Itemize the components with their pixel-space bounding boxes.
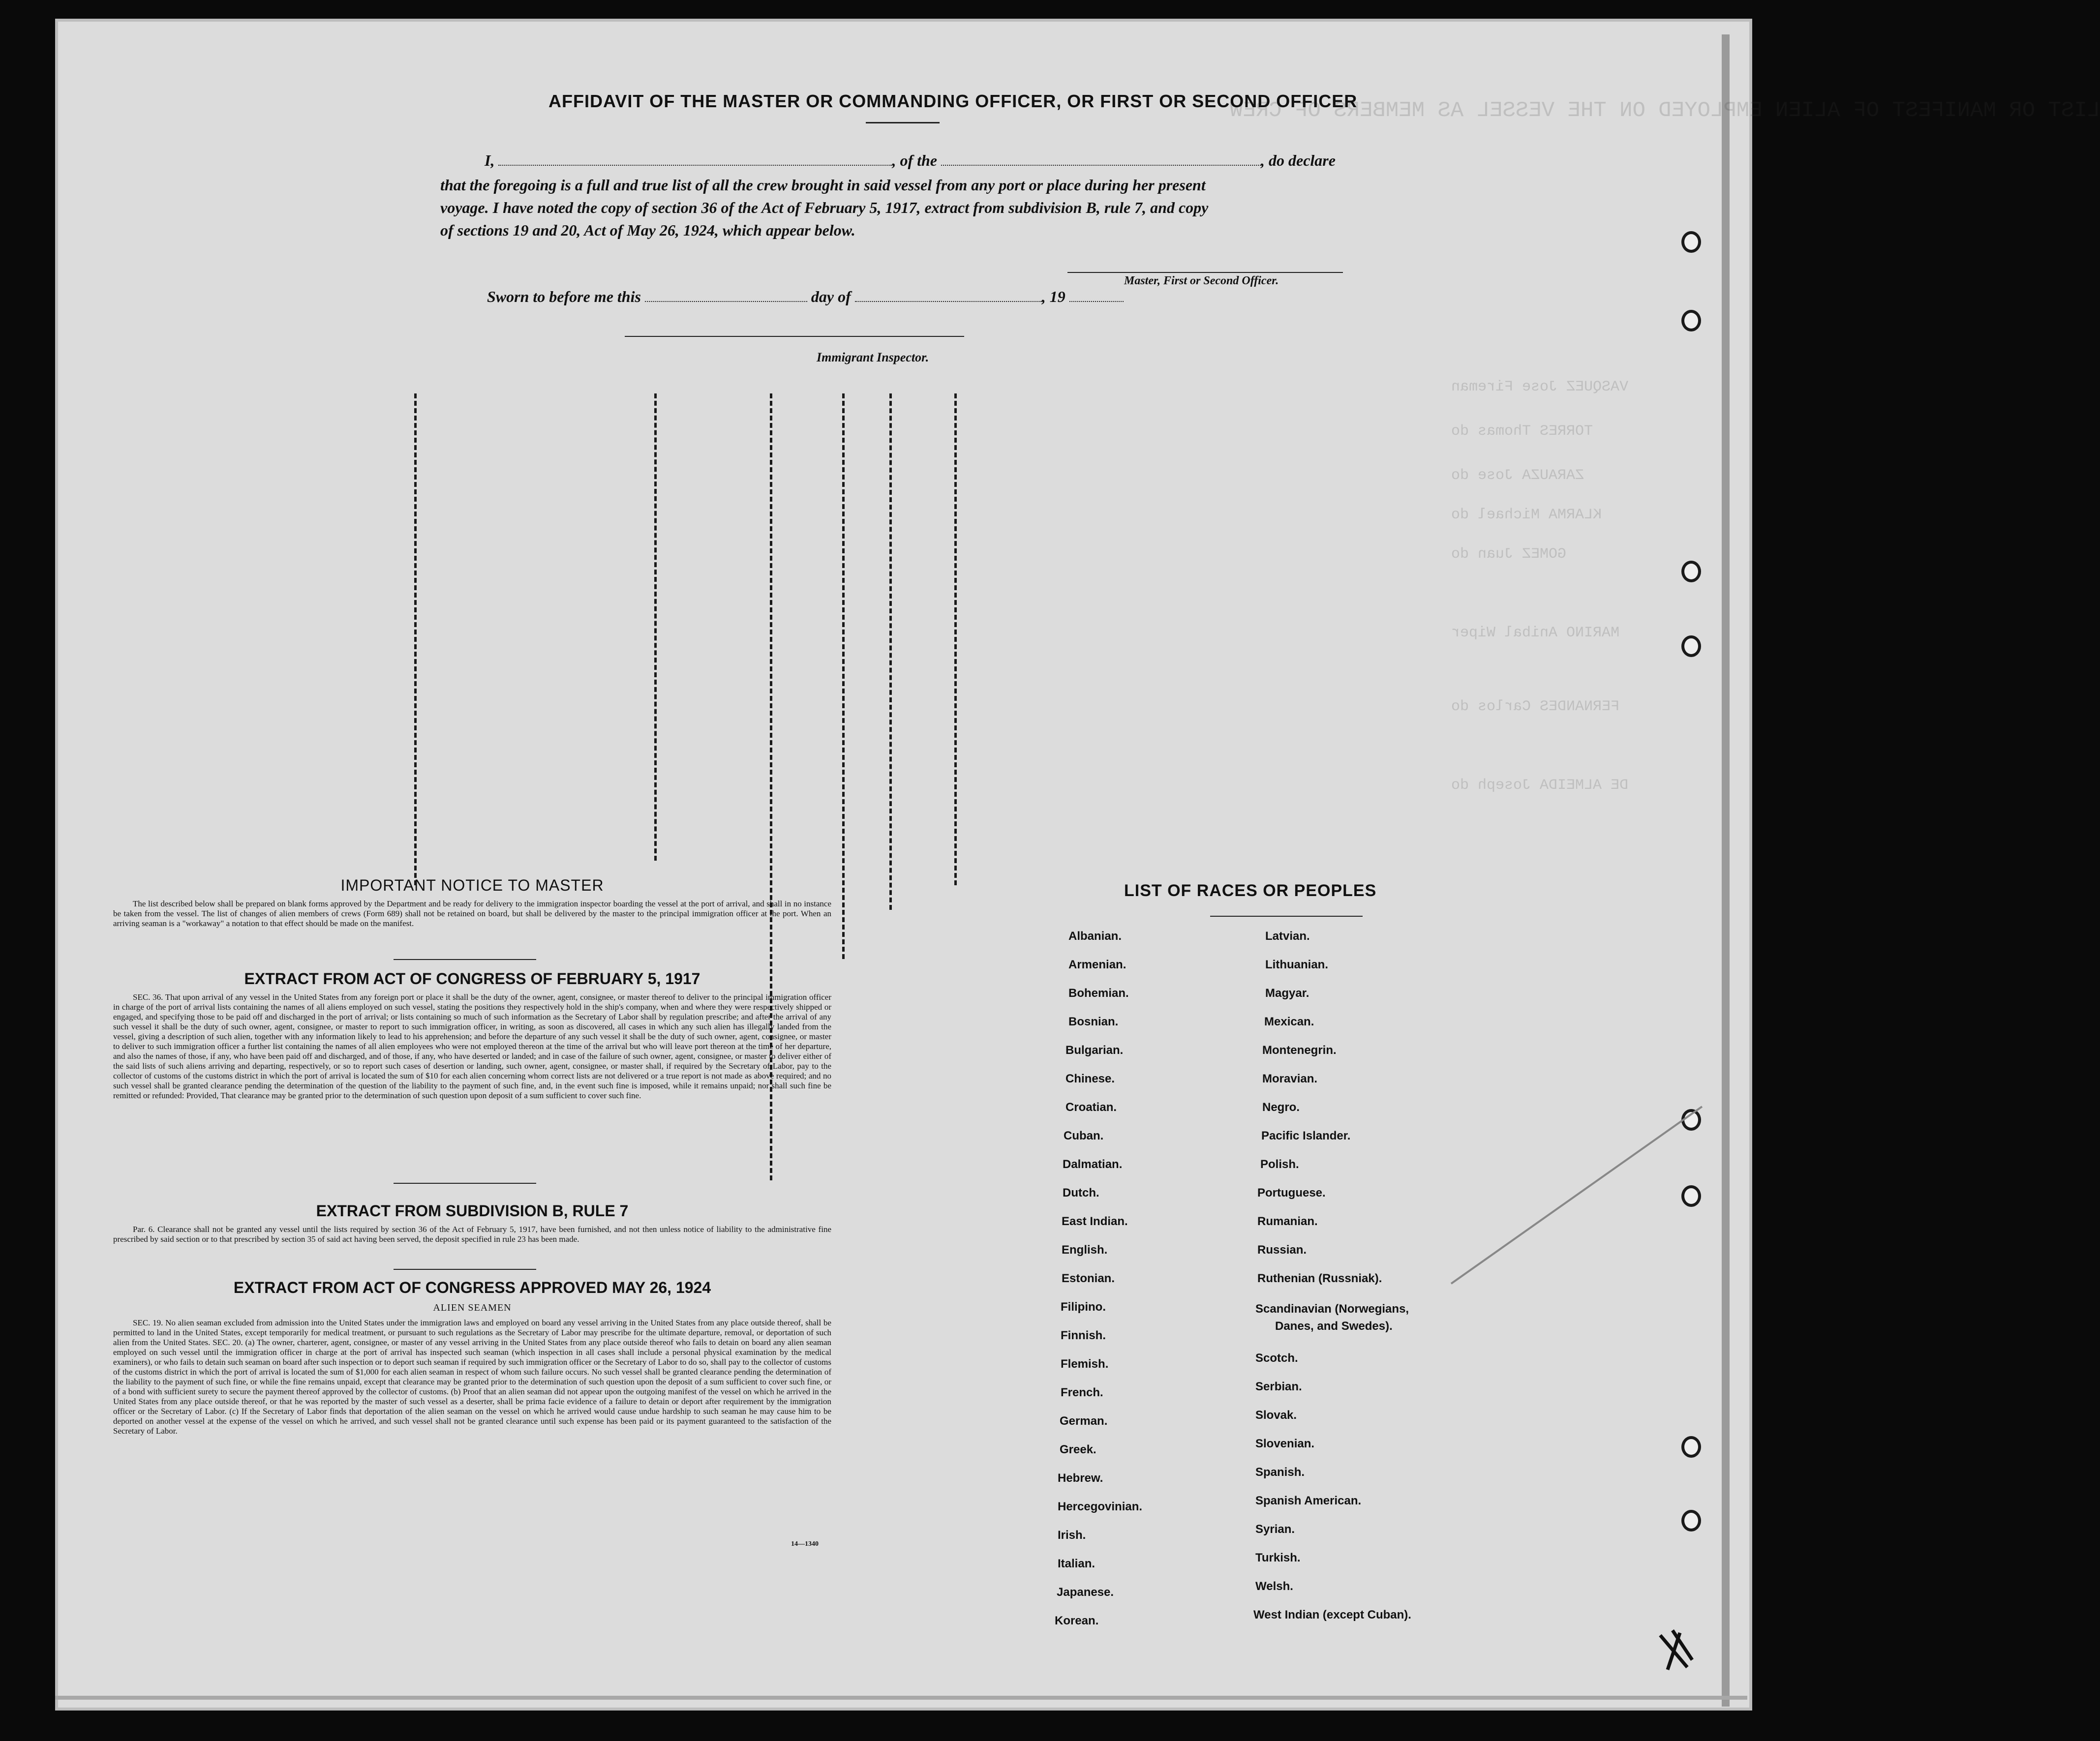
race-item: Armenian. <box>1068 958 1126 971</box>
race-item: Negro. <box>1262 1101 1300 1114</box>
page-crease <box>1451 1102 1707 1289</box>
sworn-year-field[interactable] <box>1069 301 1124 302</box>
race-item: Bulgarian. <box>1065 1044 1124 1057</box>
extract-1924-title: EXTRACT FROM ACT OF CONGRESS APPROVED MAY 26, 1924 <box>233 1279 711 1296</box>
binder-hole <box>1681 310 1701 331</box>
race-item: Mexican. <box>1264 1015 1314 1028</box>
sworn-month-field[interactable] <box>855 301 1042 302</box>
race-item: Estonian. <box>1062 1272 1115 1285</box>
extract-1917-text: SEC. 36. That upon arrival of any vessel in the United States from any foreign port or place it shall be the duty of the owner, agent, consignee, or master thereof to deliver to the principal immigration officer in charge of the port of arrival lists containing the names of all aliens employed on such vessel, stating the positions they respectively hold in the ship's company, when and where they were respectively shipped or engaged, and specifying those to be paid off and discharged in the port of arrival; or lists containing so much of such information as the Secretary of Labor shall by regulation prescribe; and after the arrival of any such vessel it shall be the duty of such owner, agent, consignee, or master to report to such immigration officer, in writing, as soon as discovered, all cases in which any such alien has illegally landed from the vessel, giving a description of such alien, together with any information likely to lead to his apprehension; and before the departure of any such vessel it shall be the duty of such owner, agent, consignee, or master to deliver to such immigration officer a further list containing the names of all alien employees who were not employed thereon at the time of the arrival but who will leave port thereon at the time of her departure, and also the names of those, if any, who have been paid off and discharged, and of those, if any, who have deserted or landed; and in case of the failure of such owner, agent, consignee, or master to deliver either of the said lists of such aliens arriving and departing, respectively, or so to report such cases of desertion or landing, such owner, agent, consignee, or master shall, if required by the Secretary of Labor, pay to the collector of customs of the customs district in which the port of arrival is located the sum of $10 for each alien concerning whom correct lists are not delivered or a true report is not made as above required; and no such vessel shall be granted clearance pending the determination of the question of the liability to the payment of such fine, and, in the event such fine is imposed, while it remains unpaid; nor shall such fine be remitted or refunded: Provided, That clearance may be granted prior to the determination of such question upon deposit of a sum sufficient to cover such fine. <box>113 992 831 1100</box>
race-item: Turkish. <box>1255 1551 1301 1564</box>
races-title: LIST OF RACES OR PEOPLES <box>1124 881 1377 900</box>
sworn-label: Sworn to before me this <box>487 288 641 305</box>
race-item: Finnish. <box>1061 1329 1106 1342</box>
affidavit-line-1 <box>485 151 1336 170</box>
section-divider <box>394 1183 536 1184</box>
race-item: Croatian. <box>1065 1101 1117 1114</box>
sworn-line <box>487 288 1124 306</box>
vessel-name-field[interactable] <box>941 165 1261 166</box>
race-item: Scotch. <box>1255 1351 1298 1365</box>
bleed-through-text: FERNANDES Carlos do <box>1451 698 1620 715</box>
race-item: Spanish. <box>1255 1466 1305 1479</box>
bleed-through-text: ZARAUZA Jose do <box>1451 467 1584 484</box>
race-item: Slovenian. <box>1255 1437 1315 1450</box>
bleed-through-text: DE ALMEIDA Joseph do <box>1451 777 1629 794</box>
extract-1924-subtitle: ALIEN SEAMEN <box>433 1302 512 1313</box>
bleed-through-text: KLARMA Michael do <box>1451 507 1602 523</box>
race-item: Filipino. <box>1061 1300 1106 1314</box>
race-item: Russian. <box>1257 1243 1307 1257</box>
officer-name-field[interactable] <box>498 165 892 166</box>
year-label: , 19 <box>1041 288 1065 305</box>
form-page <box>55 19 1752 1711</box>
signature-line[interactable] <box>1067 272 1343 273</box>
binder-hole <box>1681 1436 1701 1458</box>
inspector-caption: Immigrant Inspector. <box>817 350 929 364</box>
race-item: French. <box>1061 1386 1103 1399</box>
race-item: Albanian. <box>1068 930 1122 943</box>
affidavit-line-3: voyage. I have noted the copy of section 36 of the Act of February 5, 1917, extract from subdivision B, rule 7, and copy <box>440 199 1209 216</box>
race-item: Lithuanian. <box>1265 958 1328 971</box>
race-item: Portuguese. <box>1257 1186 1326 1200</box>
bleed-through-text: VASQUEZ Jose Fireman <box>1451 379 1629 395</box>
binder-hole <box>1681 231 1701 253</box>
inspector-signature-line[interactable] <box>625 336 964 337</box>
form-number: 14—1340 <box>791 1540 819 1548</box>
race-item: East Indian. <box>1062 1215 1128 1228</box>
bleed-through-text: MARINO Anibal Wiper <box>1451 625 1620 641</box>
page-edge-bottom <box>55 1696 1747 1700</box>
notice-text: The list described below shall be prepared on blank forms approved by the Department and be ready for delivery to the immigration inspector boarding the vessel at the port of arrival, and shall in no instance be taken from the vessel. The list of changes of alien members of crews (Form 689) shall not be retained on board, but shall be delivered by the master to the principal immigration officer at the port. When an arriving seaman is a "workaway" a notation to that effect should be made on the manifest. <box>113 899 831 928</box>
section-divider <box>394 1269 536 1270</box>
race-item: Bosnian. <box>1068 1015 1119 1028</box>
race-item: Scandinavian (Norwegians, <box>1255 1302 1409 1316</box>
race-item: English. <box>1062 1243 1108 1257</box>
bleed-through-text: LIST OR MANIFEST OF ALIEN EMPLOYED ON THE VESSEL AS MEMBERS OF CREW <box>1230 98 2100 123</box>
affidavit-of-the: , of the <box>892 151 937 169</box>
sworn-day-field[interactable] <box>645 301 807 302</box>
race-item: Spanish American. <box>1255 1494 1362 1507</box>
race-item: Dalmatian. <box>1063 1158 1123 1171</box>
section-divider <box>394 959 536 960</box>
race-item: Danes, and Swedes). <box>1275 1320 1393 1333</box>
column-divider <box>842 393 845 959</box>
race-item: Slovak. <box>1255 1409 1297 1422</box>
race-item: Moravian. <box>1262 1072 1318 1085</box>
race-item: Polish. <box>1260 1158 1299 1171</box>
race-item: Hercegovinian. <box>1058 1500 1143 1513</box>
race-item: Korean. <box>1055 1614 1099 1627</box>
race-item: Greek. <box>1060 1443 1096 1456</box>
page-edge <box>1722 34 1730 1707</box>
archival-mark-icon <box>1653 1625 1697 1675</box>
affidavit-declare: , do declare <box>1261 151 1336 169</box>
extract-1917-title: EXTRACT FROM ACT OF CONGRESS OF FEBRUARY 5, 1917 <box>244 970 700 988</box>
race-item: Magyar. <box>1265 987 1309 1000</box>
race-item: Flemish. <box>1061 1357 1109 1371</box>
signature-caption: Master, First or Second Officer. <box>1124 274 1279 287</box>
affidavit-line-2: that the foregoing is a full and true list of all the crew brought in said vessel from any port or place during her present <box>440 176 1206 194</box>
race-item: Rumanian. <box>1257 1215 1318 1228</box>
affidavit-line-4: of sections 19 and 20, Act of May 26, 1924, which appear below. <box>440 221 855 239</box>
race-item: Bohemian. <box>1068 987 1129 1000</box>
race-item: Hebrew. <box>1058 1471 1103 1485</box>
binder-hole <box>1681 1510 1701 1531</box>
bleed-through-text: GOMEZ Juan do <box>1451 546 1567 563</box>
rule-7-title: EXTRACT FROM SUBDIVISION B, RULE 7 <box>316 1202 629 1220</box>
bleed-through-text: TORRES Thomas do <box>1451 423 1593 440</box>
races-underline <box>1210 916 1363 917</box>
race-item: Chinese. <box>1065 1072 1115 1085</box>
rule-7-text: Par. 6. Clearance shall not be granted any vessel until the lists required by section 36 of the Act of February 5, 1917, have been furnished, and not then unless notice of liability to the administrative fine prescribed by said section or to that prescribed by section 35 of said act having been served, the deposit specified in rule 23 has been made. <box>113 1225 831 1244</box>
race-item: Cuban. <box>1064 1129 1104 1142</box>
race-item: Irish. <box>1058 1529 1086 1542</box>
affidavit-title: AFFIDAVIT OF THE MASTER OR COMMANDING OFFICER, OR FIRST OR SECOND OFFICER <box>548 91 1358 111</box>
race-item: Latvian. <box>1265 930 1310 943</box>
race-item: Montenegrin. <box>1262 1044 1337 1057</box>
race-item: Japanese. <box>1057 1586 1114 1599</box>
extract-1924-text: SEC. 19. No alien seaman excluded from admission into the United States under the immigration laws and employed on board any vessel arriving in the United States from any place outside thereof, shall be permitted to land in the United States, except temporarily for medical treatment, or pursuant to such regulations as the Secretary of Labor may prescribe for the ultimate departure, removal, or deportation of such alien from the United States. SEC. 20. (a) The owner, charterer, agent, consignee, or master of any vessel arriving in the United States from any place outside thereof who fails to detain on board any alien seaman employed on such vessel until the immigration officer in charge at the port of arrival has inspected such seaman (which inspection in all cases shall include a personal physical examination by the medical examiners), or who fails to detain such seaman on board after such inspection or to deport such seaman if required by such immigration officer or the Secretary of Labor to do so, shall pay to the collector of customs of the customs district in which the port of arrival is located the sum of $1,000 for each alien seaman in respect of whom such failure occurs. No such vessel shall be granted clearance pending the determination of the liability to the payment of such fine, or while the fine remains unpaid, except that clearance may be granted prior to the determination of such question upon the deposit of a sum sufficient to cover such fine, or of a bond with sufficient surety to secure the payment thereof approved by the collector of customs. (b) Proof that an alien seaman did not appear upon the outgoing manifest of the vessel on which he arrived in the United States from any place outside thereof, or that he was reported by the master of such vessel as a deserter, shall be prima facie evidence of a failure to detain or deport after requirement by the immigration officer or the Secretary of Labor. (c) If the Secretary of Labor finds that deportation of the alien seaman on the vessel on which he arrived would cause undue hardship to such seaman he may cause him to be deported on another vessel at the expense of the vessel on which he arrived, and such vessel shall not be granted clearance until such expense has been paid or its payment guaranteed to the satisfaction of the Secretary of Labor. <box>113 1318 831 1436</box>
column-divider <box>889 393 892 910</box>
race-item: Ruthenian (Russniak). <box>1257 1272 1382 1285</box>
race-item: Serbian. <box>1255 1380 1302 1393</box>
column-divider <box>654 393 657 861</box>
binder-hole <box>1681 561 1701 582</box>
binder-hole <box>1681 635 1701 657</box>
race-item: Italian. <box>1058 1557 1096 1570</box>
race-item: Syrian. <box>1255 1523 1295 1536</box>
notice-title: IMPORTANT NOTICE TO MASTER <box>340 876 604 894</box>
race-item: Pacific Islander. <box>1261 1129 1351 1142</box>
race-item: Welsh. <box>1255 1580 1293 1593</box>
affidavit-i: I, <box>485 151 495 169</box>
race-item: German. <box>1060 1414 1108 1428</box>
race-item: West Indian (except Cuban). <box>1253 1608 1411 1621</box>
column-divider <box>414 393 417 885</box>
race-item: Dutch. <box>1063 1186 1099 1200</box>
title-underline <box>866 122 940 123</box>
day-of-label: day of <box>811 288 851 305</box>
column-divider <box>954 393 957 885</box>
